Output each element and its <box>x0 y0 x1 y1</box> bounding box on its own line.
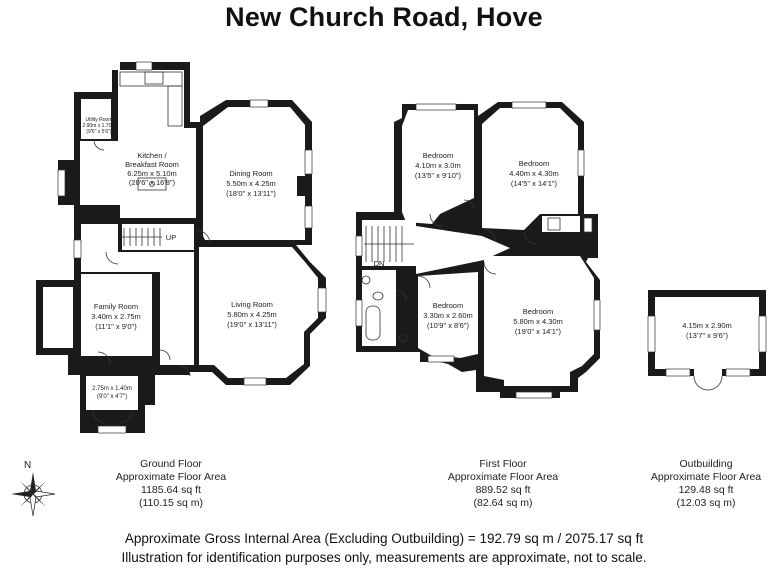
first-floor-sqm: (82.64 sq m) <box>473 497 533 509</box>
living-dims: 5.80m x 4.25m <box>227 310 277 319</box>
kitchen-name-2: Breakfast Room <box>125 160 179 169</box>
utility-imperial: (9'6" x 5'6") <box>86 129 112 135</box>
bed3-imperial: (10'9" x 8'6") <box>427 321 469 330</box>
outbuilding-dims: 4.15m x 2.90m <box>682 321 732 330</box>
first-floor-name: First Floor <box>479 458 527 470</box>
disclaimer-note: Illustration for identification purposes only, measurements are approximate, not to scale. <box>121 550 647 565</box>
outbuilding-name: Outbuilding <box>679 458 733 470</box>
family-room-bay <box>43 287 73 348</box>
bed2-imperial: (14'5" x 14'1") <box>510 179 558 188</box>
first-stairs-area <box>362 220 416 266</box>
bed1-dims: 4.10m x 3.0m <box>415 161 461 170</box>
kitchen-dims: 6.25m x 5.10m <box>127 169 177 178</box>
outbuilding-imperial: (13'7" x 9'6") <box>686 331 728 340</box>
living-name: Living Room <box>231 300 273 309</box>
first-floor-subtitle: Approximate Floor Area <box>447 471 559 483</box>
ground-floor-plan <box>36 62 326 433</box>
ground-floor-subtitle: Approximate Floor Area <box>115 471 227 483</box>
first-floor-sqft: 889.52 sq ft <box>475 484 531 496</box>
bed3-dims: 3.30m x 2.60m <box>423 311 473 320</box>
compass-rose <box>11 460 55 516</box>
outbuilding-sqft: 129.48 sq ft <box>678 484 734 496</box>
gross-area-note: Approximate Gross Internal Area (Excluding Outbuilding) = 192.79 sq m / 2075.17 sq ft <box>124 531 644 546</box>
family-imperial: (11'1" x 9'0") <box>95 322 137 331</box>
utility-name: Utility Room <box>85 117 113 123</box>
plan-title: New Church Road, Hove <box>225 2 543 32</box>
porch-dims: 2.75m x 1.40m <box>92 386 132 392</box>
ground-floor-legend <box>96 458 246 510</box>
bed4-name: Bedroom <box>522 307 554 316</box>
outbuilding-subtitle: Approximate Floor Area <box>650 471 762 483</box>
bed1-imperial: (13'5" x 9'10") <box>414 171 462 180</box>
ground-floor-name: Ground Floor <box>140 458 202 470</box>
first-floor-legend <box>428 458 578 510</box>
dining-dims: 5.50m x 4.25m <box>226 179 276 188</box>
kitchen-imperial: (20'6" x 16'8") <box>128 178 176 187</box>
bed2-dims: 4.40m x 4.30m <box>509 169 559 178</box>
living-imperial: (19'0" x 13'11") <box>227 320 277 329</box>
outbuilding-plan <box>648 290 766 390</box>
outbuilding-sqm: (12.03 sq m) <box>676 497 736 509</box>
bed3-name: Bedroom <box>432 301 464 310</box>
bed4-dims: 5.80m x 4.30m <box>513 317 563 326</box>
kitchen-name-1: Kitchen / <box>137 151 167 160</box>
ground-floor-sqft: 1185.64 sq ft <box>141 484 201 496</box>
porch-imperial: (9'0" x 4'7") <box>96 394 128 400</box>
stairs-down-label: DN <box>373 259 385 268</box>
outbuilding-legend <box>630 458 768 510</box>
stairs-up-label: UP <box>165 233 177 242</box>
family-dims: 3.40m x 2.75m <box>91 312 141 321</box>
porch-room <box>86 376 138 410</box>
fireplace <box>297 176 305 196</box>
bed1-name: Bedroom <box>422 151 454 160</box>
dining-name: Dining Room <box>229 169 273 178</box>
dining-imperial: (18'0" x 13'11") <box>226 189 276 198</box>
bed2-name: Bedroom <box>518 159 550 168</box>
first-floor-plan <box>356 102 600 398</box>
bed4-imperial: (19'0" x 14'1") <box>514 327 562 336</box>
utility-dims: 2.90m x 1.70m <box>82 123 116 129</box>
north-label: N <box>24 460 32 471</box>
family-name: Family Room <box>93 302 139 311</box>
ground-floor-sqm: (110.15 sq m) <box>139 497 203 509</box>
